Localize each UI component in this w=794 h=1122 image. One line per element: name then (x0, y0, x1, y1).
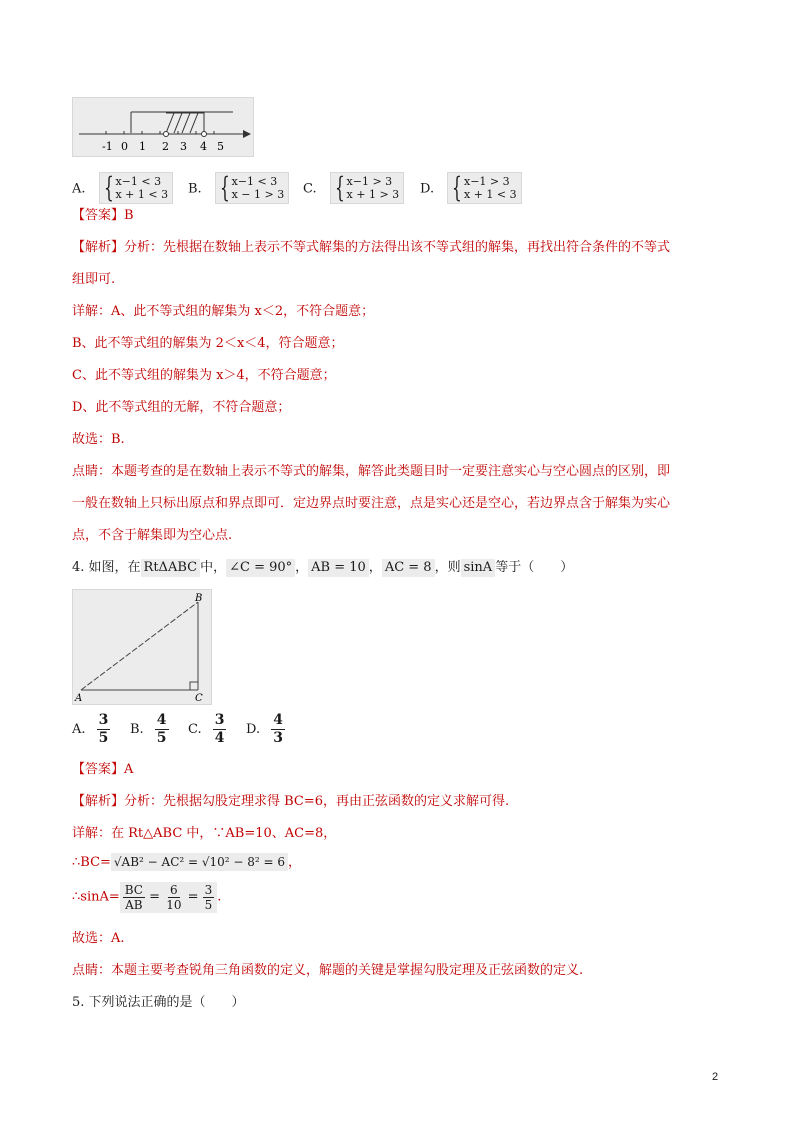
q3-detail-c: C、此不等式组的解集为 x＞4，不符合题意； (72, 368, 336, 383)
inequality-row: x + 1 > 3 (346, 188, 400, 201)
option-c (303, 172, 404, 204)
inequality-row: x + 1 < 3 (115, 188, 169, 201)
option-a (72, 712, 110, 747)
option-b (130, 712, 169, 747)
open-point-4 (202, 132, 207, 137)
q3-analysis-line: 【解析】分析：先根据在数轴上表示不等式解集的方法得出该不等式组的解集，再找出符合条件的不等式 (72, 240, 671, 255)
q4-text: ， (295, 560, 309, 575)
option-label: A. (72, 181, 86, 197)
q4-detail: 详解：在 Rt△ABC 中，∵AB=10、AC=8， (72, 826, 337, 841)
option-label: C. (303, 181, 317, 197)
option-label: B. (130, 722, 144, 737)
q4-text: . (217, 889, 222, 905)
q4-comment: 点睛：本题主要考查锐角三角函数的定义，解题的关键是掌握勾股定理及正弦函数的定义. (72, 963, 584, 978)
q4-answer: 【答案】A (72, 762, 134, 777)
q3-comment-line: 点，不含于解集即为空心点. (72, 528, 233, 543)
fraction: $\frac{3}{5}$ (98, 712, 109, 746)
q3-answer: 【答案】B (72, 208, 134, 223)
number-line-figure (72, 97, 254, 157)
option-label: D. (246, 722, 261, 737)
inequality-row: x − 1 > 3 (231, 188, 285, 201)
q5-question: 5. 下列说法正确的是（ ） (72, 995, 245, 1010)
inequality-system: { x−1 > 3 x + 1 > 3 (330, 172, 404, 204)
number-line-svg (73, 98, 253, 156)
option-b (188, 172, 289, 204)
fraction: $\frac{3}{5}$ (204, 883, 213, 912)
sin-formula: $\frac{BC}{AB}$ = $\frac{6}{10}$ = $\frac{3}{5}$ (120, 882, 218, 913)
q3-comment-line: 一般在数轴上只标出原点和界点即可．定边界点时要注意，点是实心还是空心，若边界点含于解集为实心 (72, 496, 671, 511)
q3-comment-line: 点睛：本题考查的是在数轴上表示不等式的解集，解答此类题目时一定要注意实心与空心圆点的区别，即 (72, 464, 671, 479)
option-d (246, 712, 285, 747)
fraction: $\frac{4}{5}$ (156, 712, 167, 746)
triangle-svg (73, 590, 211, 704)
fraction: $\frac{3}{4}$ (214, 712, 225, 746)
q4-math: AB = 10 (308, 559, 369, 577)
q3-detail-b: B、此不等式组的解集为 2＜x＜4，符合题意； (72, 336, 344, 351)
q4-math: ∠C = 90° (226, 559, 295, 577)
right-angle-mark (190, 682, 198, 690)
tick-label: -1 (102, 140, 113, 153)
tick-label: 5 (217, 140, 224, 153)
q4-text: ， (368, 560, 382, 575)
tick-label: 0 (121, 140, 128, 153)
inequality-row: x−1 > 3 (346, 175, 393, 188)
q4-choose: 故选：A. (72, 931, 125, 946)
q4-math: RtΔABC (141, 559, 201, 577)
q4-text: 等于（ ） (495, 560, 574, 575)
tick-label: 3 (180, 140, 187, 153)
q4-text: ∴BC= (72, 855, 111, 870)
fraction: $\frac{BC}{AB}$ (124, 883, 143, 912)
inequality-row: x−1 < 3 (231, 175, 278, 188)
q3-detail-a: 详解：A、此不等式组的解集为 x＜2，不符合题意； (72, 304, 375, 319)
q4-sin-line (72, 882, 221, 918)
q4-bc-line (72, 853, 301, 872)
inequality-row: x + 1 < 3 (464, 188, 517, 201)
q4-options (72, 712, 312, 752)
vertex-label-a: A (75, 693, 83, 704)
q4-text: ，则 (434, 560, 461, 575)
fraction: $\frac{4}{3}$ (273, 712, 283, 746)
option-a (72, 172, 173, 204)
q3-detail-d: D、此不等式组的无解，不符合题意； (72, 400, 291, 415)
q4-question (72, 559, 573, 577)
option-label: D. (420, 181, 435, 197)
option-label: C. (188, 722, 202, 737)
axis-arrow-icon (243, 130, 251, 138)
q4-math: AC = 8 (382, 559, 435, 577)
q4-text: 中， (200, 560, 227, 575)
inequality-system: { x−1 < 3 x + 1 < 3 (99, 172, 173, 204)
vertex-label-c: C (195, 693, 203, 704)
q4-text: ∴sinA= (72, 889, 120, 905)
q3-analysis-line: 组即可. (72, 272, 116, 287)
vertex-label-b: B (195, 593, 203, 604)
triangle-figure (72, 589, 212, 705)
q4-text: 4. 如图，在 (72, 560, 141, 575)
hatched-solution-region (166, 113, 204, 133)
open-point-2 (164, 132, 169, 137)
option-c (188, 712, 226, 747)
option-label: B. (188, 181, 202, 197)
q4-analysis: 【解析】分析：先根据勾股定理求得 BC=6，再由正弦函数的定义求解可得. (72, 794, 510, 809)
bc-formula: √AB² − AC² = √10² − 8² = 6 (111, 853, 288, 871)
inequality-row: x−1 > 3 (464, 175, 510, 188)
q4-text: ， (288, 855, 302, 870)
option-label: A. (72, 722, 86, 737)
q3-options (72, 166, 532, 204)
inequality-system: { x−1 < 3 x − 1 > 3 (215, 172, 289, 204)
inequality-row: x−1 < 3 (115, 175, 162, 188)
q3-choose: 故选：B. (72, 432, 125, 447)
tick-label: 2 (162, 140, 169, 153)
q4-math: sinA (461, 559, 496, 577)
tick-label: 4 (200, 140, 207, 153)
page-number: 2 (712, 1071, 719, 1083)
option-d (420, 172, 522, 204)
tick-label: 1 (139, 140, 146, 153)
fraction: $\frac{6}{10}$ (166, 883, 182, 912)
inequality-system: { x−1 > 3 x + 1 < 3 (447, 172, 521, 204)
